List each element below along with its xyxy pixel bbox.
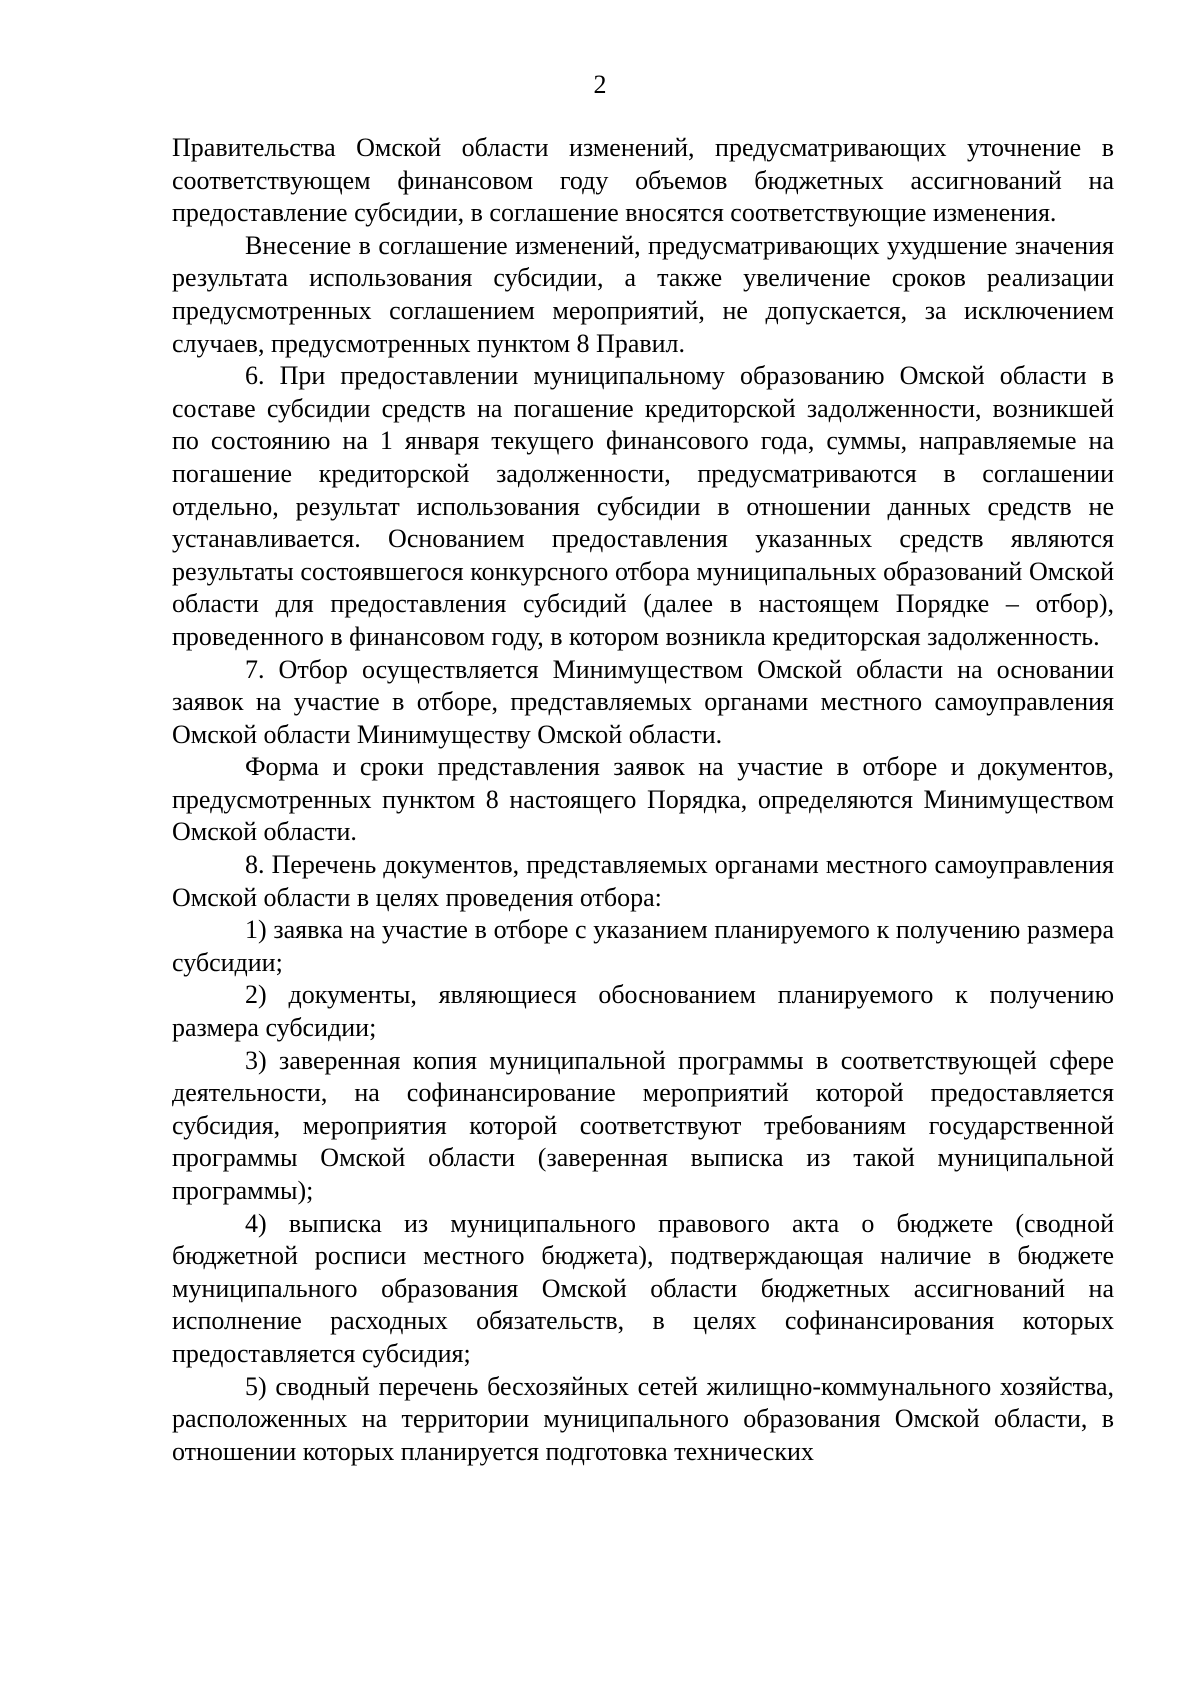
list-item-5: 5) сводный перечень бесхозяйных сетей жилищно-коммунального хозяйства, расположенных на территории муниципального образования Омской области, в отношении которых планируется подготовка технических: [172, 1371, 1114, 1466]
list-item-3: 3) заверенная копия муниципальной программы в соответствующей сфере деятельности, на софинансирование мероприятий которой предоставляется субсидия, мероприятия которой соответствуют требованиям государственной программы Омской области (заверенная выписка из такой муниципальной программы);: [172, 1045, 1114, 1205]
document-body: [172, 132, 1114, 1468]
page-number: 2: [593, 70, 607, 99]
paragraph-3: 6. При предоставлении муниципальному образованию Омской области в составе субсидии средств на погашение кредиторской задолженности, возникшей по состоянию на 1 января текущего финансового года, суммы, направляемые на погашение кредиторской задолженности, предусматриваются в соглашении отдельно, результат использования субсидии в отношении данных средств не устанавливается. Основанием предоставления указанных средств являются результаты состоявшегося конкурсного отбора муниципальных образований Омской области для предоставления субсидий (далее в настоящем Порядке – отбор), проведенного в финансовом году, в котором возникла кредиторская задолженность.: [172, 361, 1114, 651]
list-item-2: 2) документы, являющиеся обоснованием планируемого к получению размера субсидии;: [172, 980, 1114, 1043]
paragraph-1: Правительства Омской области изменений, предусматривающих уточнение в соответствующем финансовом году объемов бюджетных ассигнований на предоставление субсидии, в соглашение вносятся соответствующие изменения.: [172, 133, 1114, 228]
paragraph-5: Форма и сроки представления заявок на участие в отборе и документов, предусмотренных пунктом 8 настоящего Порядка, определяются Минимуществом Омской области.: [172, 752, 1114, 847]
list-item-1: 1) заявка на участие в отборе с указанием планируемого к получению размера субсидии;: [172, 915, 1114, 977]
paragraph-2: Внесение в соглашение изменений, предусматривающих ухудшение значения результата использования субсидии, а также увеличение сроков реализации предусмотренных соглашением мероприятий, не допускается, за исключением случаев, предусмотренных пунктом 8 Правил.: [172, 230, 1114, 358]
list-item-4: 4) выписка из муниципального правового акта о бюджете (сводной бюджетной росписи местного бюджета), подтверждающая наличие в бюджете муниципального образования Омской области бюджетных ассигнований на исполнение расходных обязательств, в целях софинансирования которых предоставляется субсидия;: [172, 1208, 1114, 1368]
paragraph-6: 8. Перечень документов, представляемых органами местного самоуправления Омской области в целях проведения отбора:: [172, 850, 1114, 912]
paragraph-4: 7. Отбор осуществляется Минимуществом Омской области на основании заявок на участие в отборе, представляемых органами местного самоуправления Омской области Минимуществу Омской области.: [172, 654, 1114, 749]
